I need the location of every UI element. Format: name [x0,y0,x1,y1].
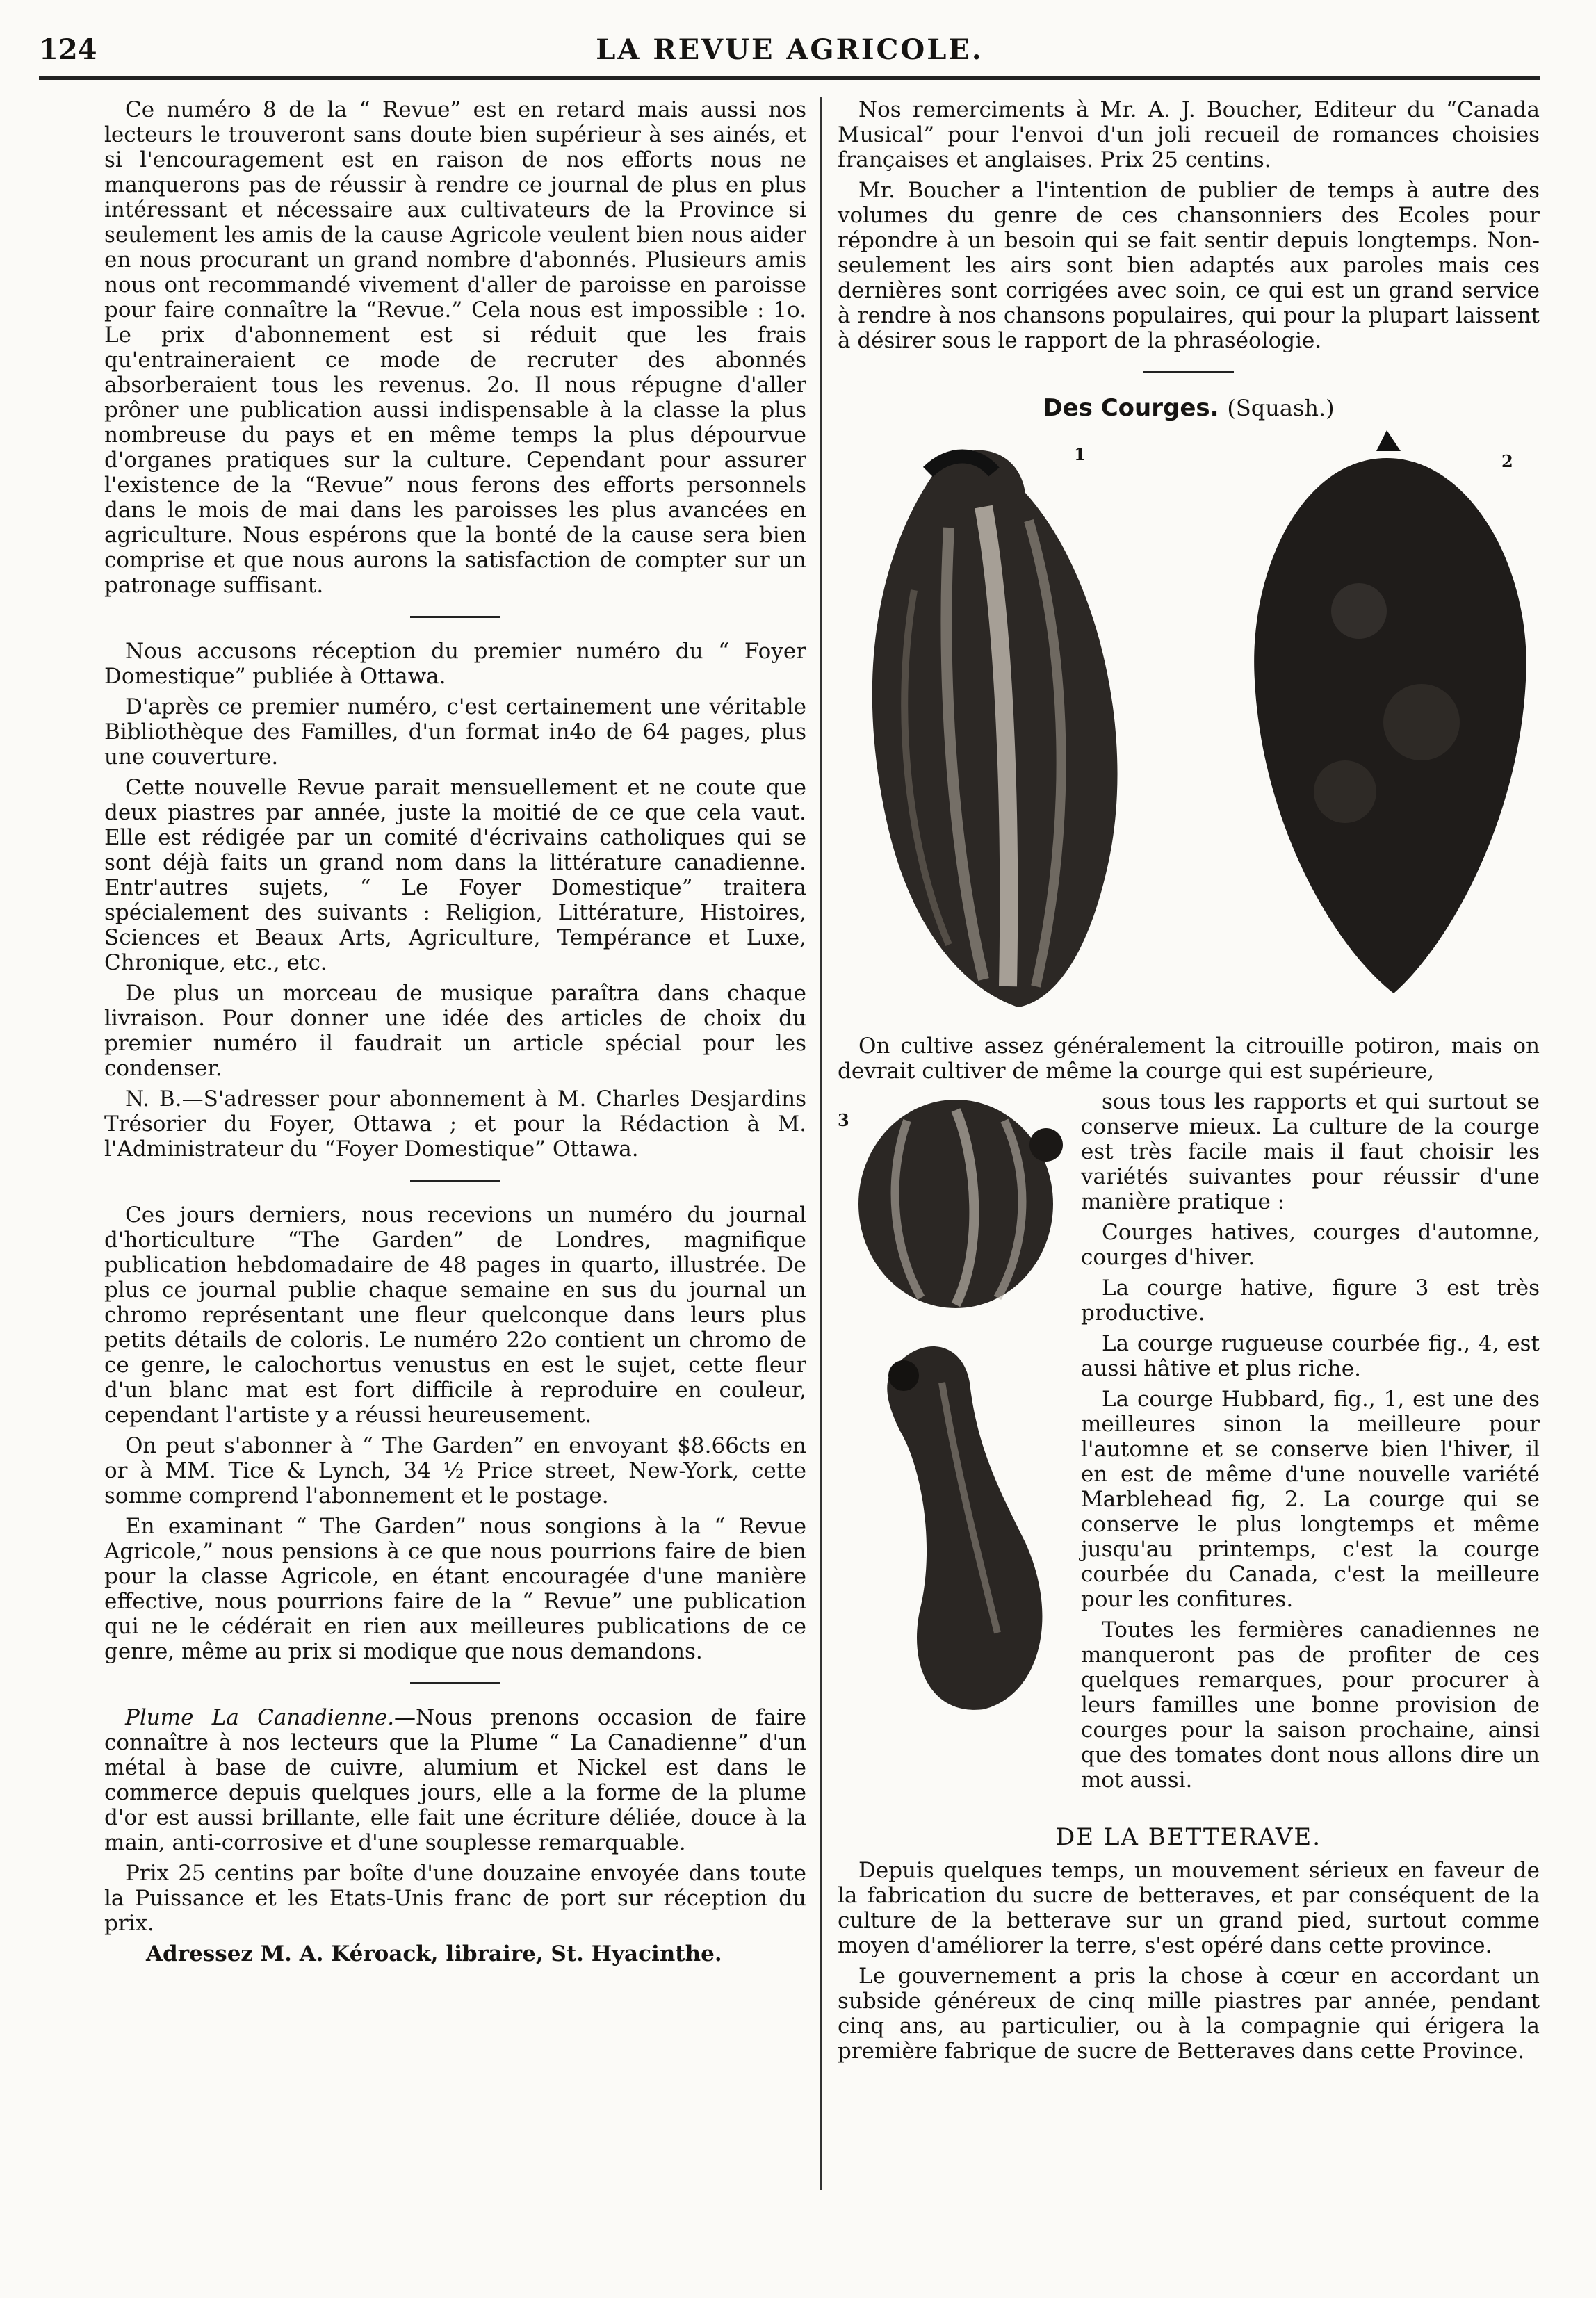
left-column [104,97,806,1972]
page-number: 124 [39,33,97,66]
signature: Adressez M. A. Kéroack, libraire, St. Hyacinthe. [146,1941,722,1966]
section-subtitle: (Squash.) [1227,395,1335,421]
squash-text [1081,1089,1540,1798]
paragraph: On peut s'abonner à “ The Garden” en envoyant $8.66cts en or à MM. Tice & Lynch, 34 ½ Price street, New-York, cette somme comprend l'abonnement et le postage. [104,1433,806,1508]
paragraph: Prix 25 centins par boîte d'une douzaine envoyée dans toute la Puissance et les Etats-Unis franc de port sur réception du prix. [104,1861,806,1936]
right-column [838,97,1540,2069]
paragraph: On cultive assez généralement la citrouille potiron, mais on devrait cultiver de même la courge qui est supérieure, [838,1034,1540,1084]
early-squash-illustration [838,1089,1067,1319]
paragraph: D'après ce premier numéro, c'est certainement une véritable Bibliothèque des Familles, d'un format in4o de 64 pages, plus une couverture. [104,694,806,769]
paragraph: Nous accusons réception du premier numéro du “ Foyer Domestique” publiée à Ottawa. [104,639,806,689]
paragraph: Cette nouvelle Revue parait mensuellement et ne coute que deux piastres par année, juste la moitié de ce que cela vaut. Elle est rédigée par un comité d'écrivains catholiques qui se sont déjà faits un grand nom dans la littérature canadienne. Entr'autres sujets, “ Le Foyer Domestique” traitera spécialement des suivants : Religion, Littérature, Histoires, Sciences et Beaux Arts, Agriculture, Tempérance et Luxe, Chronique, etc., etc. [104,775,806,975]
paragraph [104,1705,806,1855]
divider-rule [1143,371,1234,373]
paragraph-body: —Nous prenons occasion de faire connaître à nos lecteurs que la Plume “ La Canadienne” d'un métal à base de cuivre, alumium et Nickel est dans le commerce depuis quelques jours, elle a la forme de la plume d'or est aussi brillante, elle fait une écriture déliée, douce à la main, anti-corrosive et d'une souplesse remarquable. [104,1705,806,1855]
paragraph: La courge rugueuse courbée fig., 4, est aussi hâtive et plus riche. [1081,1331,1540,1381]
paragraph: Toutes les fermières canadiennes ne manqueront pas de profiter de ces quelques remarques, pour procurer à leurs familles une bonne provision de courges pour la saison prochaine, ainsi que des tomates dont nous allons dire un mot aussi. [1081,1617,1540,1793]
figure-number: 3 [838,1110,849,1130]
figure-number: 2 [1501,451,1513,471]
divider-rule [410,1682,500,1684]
hubbard-squash-illustration [845,430,1137,1021]
paragraph: La courge hative, figure 3 est très productive. [1081,1276,1540,1326]
paragraph: Nos remerciments à Mr. A. J. Boucher, Editeur du “Canada Musical” pour l'envoi d'un joli recueil de romances choisies françaises et anglaises. Prix 25 centins. [838,97,1540,172]
section-title-text: Des Courges. [1043,394,1219,422]
squash-figures-row [838,430,1540,1028]
early-squash-drawing [838,1089,1067,1319]
marblehead-squash-illustration [1241,430,1533,1021]
squash-text-with-figures [838,1089,1540,1798]
squash-small-figures [838,1089,1067,1716]
paragraph: sous tous les rapports et qui surtout se conserve mieux. La culture de la courge est très facile mais il faut choisir les variétés suivantes pour réussir d'une manière pratique : [1081,1089,1540,1214]
section-title [838,394,1540,422]
paragraph: Mr. Boucher a l'intention de publier de temps à autre des volumes du genre de ces chansonniers des Ecoles pour répondre à un besoin qui se fait sentir depuis longtemps. Non-seulement les airs sont bien adaptés aux paroles mais ces dernières sont corrigées avec soin, ce qui est un grand service à rendre à nos chansons populaires, qui pour la plupart laissent à désirer sous le rapport de la phraséologie. [838,178,1540,353]
column-divider [820,97,822,2190]
paragraph: La courge Hubbard, fig., 1, est une des meilleures sinon la meilleure pour l'automne et se conserve bien l'hiver, il en est de même d'une nouvelle variété Marblehead fig, 2. La courge qui se conserve le plus longtemps et même jusqu'au printemps, c'est la courge courbée du Canada, c'est la meilleure pour les confitures. [1081,1387,1540,1612]
divider-rule [410,616,500,618]
paragraph: Le gouvernement a pris la chose à cœur en accordant un subside généreux de cinq mille piastres par année, pendant cinq ans, au particulier, ou à la compagnie qui érigera la première fabrique de sucre de Betteraves dans cette Province. [838,1964,1540,2064]
figure-number: 1 [1074,444,1086,464]
paragraph: Depuis quelques temps, un mouvement sérieux en faveur de la fabrication du sucre de betteraves, et par conséquent de la culture de la betterave sur un grand pied, surtout comme moyen d'améliorer la terre, s'est opéré dans cette province. [838,1858,1540,1958]
paragraph: De plus un morceau de musique paraîtra dans chaque livraison. Pour donner une idée des articles de choix du premier numéro il faudrait un article spécial pour les condenser. [104,981,806,1081]
section-title: DE LA BETTERAVE. [1055,1823,1322,1851]
paragraph: N. B.—S'adresser pour abonnement à M. Charles Desjardins Trésorier du Foyer, Ottawa ; et pour la Rédaction à M. l'Administrateur du “Foyer Domestique” Ottawa. [104,1086,806,1162]
paragraph: Ces jours derniers, nous recevions un numéro du journal d'horticulture “The Garden” de Londres, magnifique publication hebdomadaire de 48 pages in quarto, illustrée. De plus ce journal publie chaque semaine en sus du journal un chromo représentant une fleur quelconque dans leurs plus petits détails de coloris. Le numéro 22o contient un chromo de ce genre, le calochortus venustus en est le sujet, cette fleur d'un blanc mat est fort difficile à reproduire en couleur, cependant l'artiste y a réussi heureusement. [104,1203,806,1428]
paragraph: Courges hatives, courges d'automne, courges d'hiver. [1081,1220,1540,1270]
crookneck-squash-drawing [838,1327,1067,1716]
page-header [39,28,1540,80]
divider-rule [410,1180,500,1182]
crookneck-squash-illustration [838,1327,1067,1716]
marblehead-squash-drawing [1241,430,1533,1021]
paragraph: En examinant “ The Garden” nous songions à la “ Revue Agricole,” nous pensions à ce que nous pourrions faire de bien pour la classe Agricole, en étant encouragée d'une manière effective, nous pourrions faire de la “ Revue” une publication qui ne le cédérait en rien aux meilleures publications de ce genre, même au prix si modique que nous demandons. [104,1514,806,1664]
hubbard-squash-drawing [845,430,1137,1021]
paragraph: Ce numéro 8 de la “ Revue” est en retard mais aussi nos lecteurs le trouveront sans doute bien supérieur à ses ainés, et si l'encouragement est en raison de nos efforts nous ne manquerons pas de réussir à rendre ce journal de plus en plus intéressant et nécessaire aux cultivateurs de la Province si seulement les amis de la cause Agricole veulent bien nous aider en nous procurant un grand nombre d'abonnés. Plusieurs amis nous ont recommandé vivement d'aller de paroisse en paroisse pour faire connaître la “Revue.” Cela nous est impossible : 1o. Le prix d'abonnement est si réduit que les frais qu'entraineraient ce mode de recruter des abonnés absorberaient tous les revenus. 2o. Il nous répugne d'aller prôner une publication aussi indispensable à la classe la plus nombreuse du pays et en même temps la plus dépourvue d'organes pratiques sur la culture. Cependant pour assurer l'existence de la “Revue” nous ferons des efforts personnels dans le mois de mai dans les paroisses les plus avancées en agriculture. Nous espérons que la bonté de la cause sera bien comprise et que nous aurons la satisfaction de compter sur un patronage suffisant. [104,97,806,598]
paragraph-lead: Plume La Canadienne. [125,1705,395,1730]
running-title: LA REVUE AGRICOLE. [596,33,984,66]
